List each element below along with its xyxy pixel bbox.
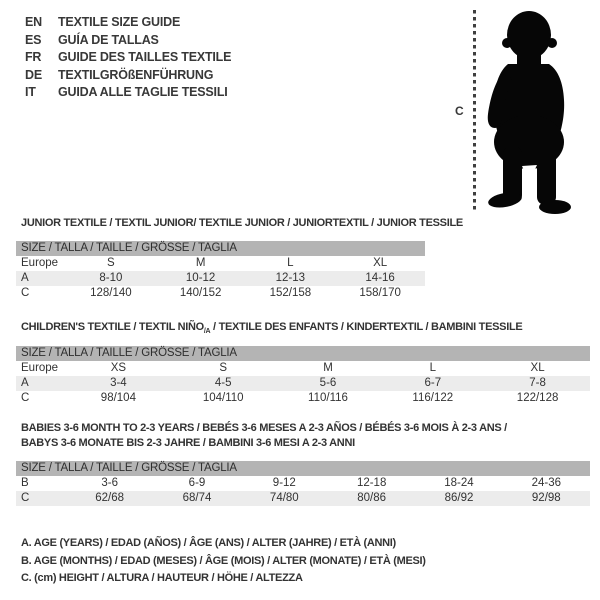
table-cell: 8-10 xyxy=(99,272,123,284)
junior-size-table xyxy=(16,241,425,301)
table-cell: 80/86 xyxy=(357,492,387,504)
language-title: TEXTILE SIZE GUIDE xyxy=(58,15,181,29)
language-title: TEXTILGRÖßENFÜHRUNG xyxy=(58,67,214,82)
table-cell: 14-16 xyxy=(365,272,395,284)
height-label-c: C xyxy=(455,104,464,118)
row-label: C xyxy=(21,392,30,404)
table-row xyxy=(16,391,590,406)
table-row xyxy=(16,271,425,286)
language-row-en xyxy=(25,14,231,32)
table-cell: XS xyxy=(110,362,127,374)
table-cell: 110/116 xyxy=(308,392,348,404)
table-cell: 158/170 xyxy=(359,287,401,299)
baby-silhouette xyxy=(486,8,592,220)
babies-size-table xyxy=(16,461,590,506)
language-code: EN xyxy=(25,15,42,29)
table-cell: S xyxy=(219,362,228,374)
table-cell: 74/80 xyxy=(269,492,299,504)
junior-table-body xyxy=(16,256,425,301)
legend-line-c: C. (cm) HEIGHT / ALTURA / HAUTEUR / HÖHE / ALTEZZA xyxy=(21,572,303,585)
table-cell: 140/152 xyxy=(179,287,222,299)
table-cell: 128/140 xyxy=(90,287,132,299)
row-label: Europe xyxy=(21,362,59,374)
table-cell: 92/98 xyxy=(531,492,561,504)
table-cell: 24-36 xyxy=(531,477,562,489)
row-label: Europe xyxy=(21,257,59,269)
table-cell: 122/128 xyxy=(516,392,559,404)
table-cell: 10-12 xyxy=(185,272,216,284)
table-cell: 104/110 xyxy=(202,392,244,404)
table-cell: 5-6 xyxy=(319,377,337,389)
children-table-body xyxy=(16,361,590,406)
table-cell: 12-18 xyxy=(356,477,387,489)
language-row-fr xyxy=(25,49,231,67)
language-title: GUIDA ALLE TAGLIE TESSILI xyxy=(58,85,228,99)
language-title: GUIDE DES TAILLES TEXTILE xyxy=(58,50,232,64)
table-row xyxy=(16,256,425,271)
language-code: FR xyxy=(25,50,42,64)
table-cell: M xyxy=(323,362,333,374)
children-heading-sub: /A xyxy=(203,328,211,336)
language-row-es xyxy=(25,32,231,50)
children-heading xyxy=(21,320,522,339)
children-heading-post: / TEXTILE DES ENFANTS / KINDERTEXTIL / BAMBINI TESSILE xyxy=(210,321,523,333)
row-label: C xyxy=(21,287,30,299)
legend-line-b: B. AGE (MONTHS) / EDAD (MESES) / ÂGE (MOIS) / ALTER (MONATE) / ETÀ (MESI) xyxy=(21,554,426,567)
babies-heading-line2: BABYS 3-6 MONATE BIS 2-3 JAHRE / BAMBINI 3-6 MESI A 2-3 ANNI xyxy=(21,437,355,449)
children-heading-pre: CHILDREN'S TEXTILE / TEXTIL NIÑO xyxy=(21,321,204,333)
table-cell: 62/68 xyxy=(95,492,125,504)
table-cell: 9-12 xyxy=(272,477,296,489)
table-cell: 6-7 xyxy=(424,377,442,389)
table-cell: 68/74 xyxy=(182,492,212,504)
legend xyxy=(21,535,426,588)
table-cell: 116/122 xyxy=(412,392,454,404)
table-cell: XL xyxy=(530,362,545,374)
row-label: A xyxy=(21,272,29,284)
row-label: A xyxy=(21,377,29,389)
table-cell: L xyxy=(429,362,436,374)
size-header-row: SIZE / TALLA / TAILLE / GRÖSSE / TAGLIA xyxy=(16,461,590,476)
table-cell: 18-24 xyxy=(444,477,474,489)
table-cell: 98/104 xyxy=(100,392,136,404)
table-row xyxy=(16,476,590,491)
table-row xyxy=(16,361,590,376)
junior-heading xyxy=(21,216,463,231)
height-dashed-line xyxy=(473,10,476,211)
table-row xyxy=(16,286,425,301)
table-cell: 7-8 xyxy=(529,377,546,389)
size-header-row: SIZE / TALLA / TAILLE / GRÖSSE / TAGLIA xyxy=(16,241,425,256)
language-row-de xyxy=(25,67,231,85)
children-size-table xyxy=(16,346,590,406)
row-label: B xyxy=(21,477,29,489)
table-cell: 4-5 xyxy=(214,377,232,389)
language-title-list xyxy=(25,14,231,102)
table-cell: S xyxy=(107,257,115,269)
row-label: C xyxy=(21,492,30,504)
language-code: DE xyxy=(25,67,42,82)
language-code: ES xyxy=(25,32,42,47)
table-row xyxy=(16,491,590,506)
language-row-it xyxy=(25,84,231,102)
language-title: GUÍA DE TALLAS xyxy=(58,32,159,47)
table-cell: L xyxy=(287,257,294,269)
junior-heading-text: JUNIOR TEXTILE / TEXTIL JUNIOR/ TEXTILE JUNIOR / JUNIORTEXTIL / JUNIOR TESSILE xyxy=(21,217,463,229)
table-cell: M xyxy=(195,257,206,269)
table-cell: 12-13 xyxy=(275,272,306,284)
babies-heading xyxy=(21,421,507,451)
babies-heading-line1: BABIES 3-6 MONTH TO 2-3 YEARS / BEBÉS 3-6 MESES A 2-3 AÑOS / BÉBÉS 3-6 MOIS À 2-3 ANS / xyxy=(21,422,507,434)
language-code: IT xyxy=(25,85,36,99)
legend-line-a: A. AGE (YEARS) / EDAD (AÑOS) / ÂGE (ANS) / ALTER (JAHRE) / ETÀ (ANNI) xyxy=(21,537,396,549)
table-cell: 3-4 xyxy=(110,377,127,389)
table-cell: 86/92 xyxy=(444,492,474,504)
table-row xyxy=(16,376,590,391)
table-cell: XL xyxy=(373,257,388,269)
table-cell: 152/158 xyxy=(269,287,312,299)
babies-table-body xyxy=(16,476,590,506)
table-cell: 6-9 xyxy=(188,477,206,489)
table-cell: 3-6 xyxy=(101,477,118,489)
size-header-row: SIZE / TALLA / TAILLE / GRÖSSE / TAGLIA xyxy=(16,346,590,361)
